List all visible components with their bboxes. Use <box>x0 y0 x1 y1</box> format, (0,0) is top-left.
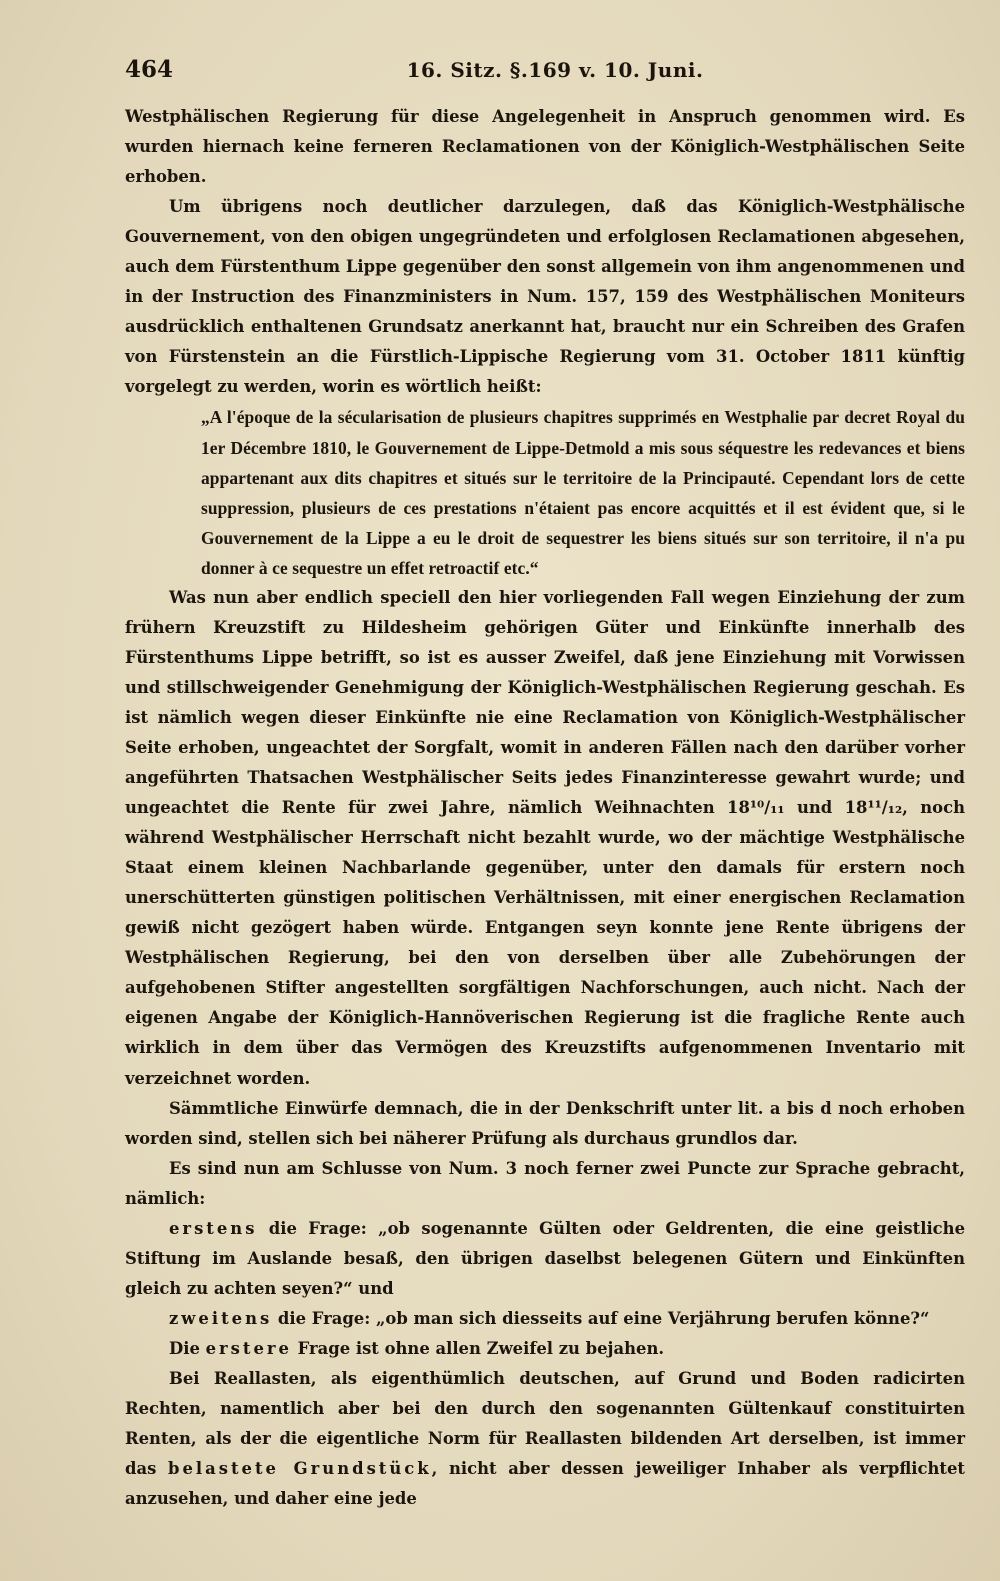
paragraph-text: , nicht aber dessen jeweiliger Inhaber als verpflichtet anzusehen, und daher eine jede <box>125 1459 966 1509</box>
running-head: 16. Sitz. §.169 v. 10. Juni. <box>406 58 704 82</box>
body-text <box>125 102 965 1514</box>
paragraph-second-question <box>125 1304 965 1334</box>
paragraph-first-question <box>125 1214 965 1304</box>
emphasis-text: erstere <box>205 1338 292 1358</box>
paragraph: Es sind nun am Schlusse von Num. 3 noch ferner zwei Puncte zur Sprache gebracht, nämlich: <box>125 1158 965 1208</box>
paragraph-text: Die <box>169 1338 206 1358</box>
emphasis-text: belastete Grundstück <box>168 1459 432 1479</box>
paragraph-continued: Westphälischen Regierung für diese Angelegenheit in Anspruch genommen wird. Es wurden hiernach keine ferneren Reclamationen von der Königlich-Westphälischen Seite erhoben. <box>125 107 965 187</box>
emphasis-text: zweitens <box>169 1308 273 1328</box>
french-quotation: „A l'époque de la sécularisation de plusieurs chapitres supprimés en Westphalie par decret Royal du 1er Décembre 1810, le Gouvernement de Lippe-Detmold a mis sous séquestre les redevances et biens appartenant aux dits chapitres et situés sur le territoire de la Principauté. Cependant lors de cette suppression, plusieurs de ces prestations n'étaient pas encore acquittés et il est évident que, si le Gouvernement de la Lippe a eu le droit de sequestrer les biens situés sur son territoire, il n'a pu donner à ce sequestre un effet retroactif etc.“ <box>201 407 965 578</box>
page-number: 464 <box>125 56 174 83</box>
paragraph <box>125 1334 965 1364</box>
paragraph: Was nun aber endlich speciell den hier vorliegenden Fall wegen Einziehung der zum frühern Kreuzstift zu Hildesheim gehörigen Güter und Einkünfte innerhalb des Fürstenthums Lippe betrifft, so ist es ausser Zweifel, daß jene Einziehung mit Vorwissen und stillschweigender Genehmigung der Königlich-Westphälischen Regierung geschah. Es ist nämlich wegen dieser Einkünfte nie eine Reclamation von Königlich-Westphälischer Seite erhoben, ungeachtet der Sorgfalt, womit in anderen Fällen nach den darüber vorher angeführten Thatsachen Westphälischer Seits jedes Finanzinteresse gewahrt wurde; und ungeachtet die Rente für zwei Jahre, nämlich Weihnachten 18¹⁰/₁₁ und 18¹¹/₁₂, noch während Westphälischer Herrschaft nicht bezahlt wurde, wo der mächtige Westphälische Staat einem kleinen Nachbarlande gegenüber, unter den damals für erstern noch unerschütterten günstigen politischen Verhältnissen, mit einer energischen Reclamation gewiß nicht gezögert haben würde. Entgangen seyn konnte jene Rente übrigens der Westphälischen Regierung, bei den von derselben über alle Zubehörungen der aufgehobenen Stifter angestellten sorgfältigen Nachforschungen, auch nicht. Nach der eigenen Angabe der Königlich-Hannöverischen Regierung ist die fragliche Rente auch wirklich in dem über das Vermögen des Kreuzstifts aufgenommenen Inventario mit verzeichnet worden. <box>125 587 965 1088</box>
paragraph: Um übrigens noch deutlicher darzulegen, daß das Königlich-Westphälische Gouvernement, von den obigen ungegründeten und erfolglosen Reclamationen abgesehen, auch dem Fürstenthum Lippe gegenüber den sonst allgemein von ihm angenommenen und in der Instruction des Finanzministers in Num. 157, 159 des Westphälischen Moniteurs ausdrücklich enthaltenen Grundsatz anerkannt hat, braucht nur ein Schreiben des Grafen von Fürstenstein an die Fürstlich-Lippische Regierung vom 31. October 1811 künftig vorgelegt zu werden, worin es wörtlich heißt: <box>125 197 965 397</box>
paragraph-text: Bei Reallasten, als eigenthümlich deutschen, auf Grund und Boden radicirten Rechten, namentlich aber bei den durch den sogenannten Gültenkauf constituirten Renten, als der die eigentliche Norm für Reallasten bildenden Art derselben, ist immer das <box>125 1368 965 1479</box>
page-header <box>125 56 965 90</box>
paragraph: Sämmtliche Einwürfe demnach, die in der Denkschrift unter lit. a bis d noch erhoben worden sind, stellen sich bei näherer Prüfung als durchaus grundlos dar. <box>125 1098 965 1148</box>
paragraph <box>125 1364 965 1514</box>
paragraph-text: Frage ist ohne allen Zweifel zu bejahen. <box>291 1338 665 1358</box>
paragraph-text: die Frage: „ob man sich diesseits auf eine Verjährung berufen könne?“ <box>272 1308 930 1328</box>
emphasis-text: erstens <box>169 1218 258 1238</box>
paragraph-text: die Frage: „ob sogenannte Gülten oder Geldrenten, die eine geistliche Stiftung im Auslande besaß, den übrigen daselbst belegenen Gütern und Einkünften gleich zu achten seyen?“ und <box>125 1218 965 1298</box>
